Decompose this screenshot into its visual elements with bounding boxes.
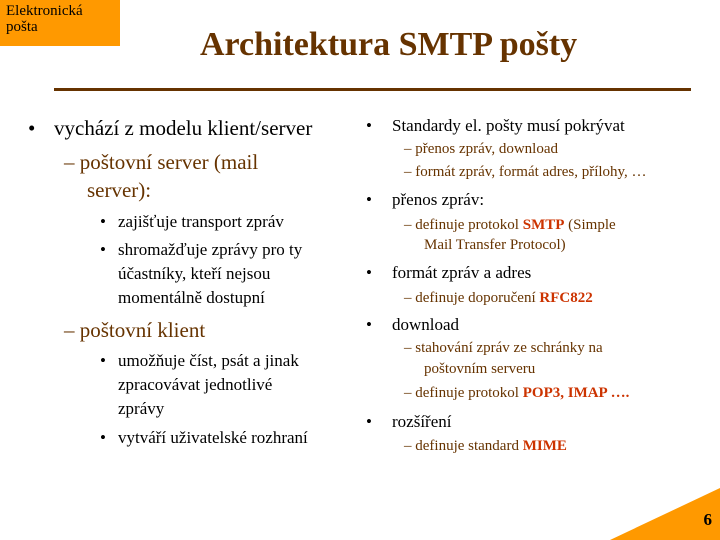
server-heading: – poštovní server (mail: [64, 150, 259, 174]
bullet-icon: •: [100, 351, 106, 370]
bullet-icon: •: [100, 212, 106, 231]
slide-title: Architektura SMTP pošty: [200, 26, 578, 63]
server-point-1: zajišťuje transport zpráv: [118, 212, 284, 231]
page-number: 6: [703, 510, 712, 529]
client-heading: – poštovní klient: [64, 318, 206, 342]
server-point-2b: účastníky, kteří nejsou: [118, 264, 271, 283]
client-point-2: vytváří uživatelské rozhraní: [118, 428, 308, 447]
pop3-imap-highlight: POP3, IMAP ….: [522, 385, 630, 401]
server-heading-cont: server):: [87, 178, 152, 202]
client-point-1a: umožňuje číst, psát a jinak: [118, 351, 299, 370]
server-point-2c: momentálně dostupní: [118, 288, 265, 307]
mime-highlight: MIME: [522, 438, 567, 454]
bullet-icon: •: [100, 240, 106, 259]
title-rule: [54, 88, 691, 91]
format-point-1: – definuje doporučení RFC822: [404, 290, 593, 306]
client-point-1c: zprávy: [118, 399, 165, 418]
extension-text: rozšíření: [392, 412, 452, 431]
standards-point-2: – formát zpráv, formát adres, přílohy, …: [404, 164, 647, 180]
bullet-icon: •: [366, 263, 372, 282]
bullet-icon: •: [366, 412, 372, 431]
standards-text: Standardy el. pošty musí pokrývat: [392, 116, 625, 135]
standards-point-1: – přenos zpráv, download: [404, 141, 558, 157]
download-text: download: [392, 315, 460, 334]
bullet-icon: •: [366, 315, 372, 334]
bullet-icon: •: [366, 190, 372, 209]
bullet-icon: •: [28, 116, 36, 140]
section-tag: [0, 0, 120, 46]
transfer-point-1-cont: Mail Transfer Protocol): [424, 237, 566, 253]
section-tag-line2: pošta: [6, 19, 38, 35]
download-point-1a: – stahování zpráv ze schránky na: [404, 340, 603, 356]
section-tag-line1: Elektronická: [6, 3, 83, 19]
smtp-highlight: SMTP: [522, 217, 565, 233]
client-server-text: vychází z modelu klient/server: [54, 116, 313, 140]
bullet-icon: •: [366, 116, 372, 135]
download-point-2: – definuje protokol POP3, IMAP ….: [404, 385, 630, 401]
transfer-point-1: – definuje protokol SMTP (Simple: [404, 217, 616, 233]
server-point-2a: shromažďuje zprávy pro ty: [118, 240, 303, 259]
download-point-1b: poštovním serveru: [424, 361, 536, 377]
transfer-text: přenos zpráv:: [392, 190, 485, 209]
rfc822-highlight: RFC822: [539, 290, 593, 306]
client-point-1b: zpracovávat jednotlivé: [118, 375, 273, 394]
format-text: formát zpráv a adres: [392, 263, 532, 282]
bullet-icon: •: [100, 428, 106, 447]
extension-point-1: – definuje standard MIME: [404, 438, 567, 454]
